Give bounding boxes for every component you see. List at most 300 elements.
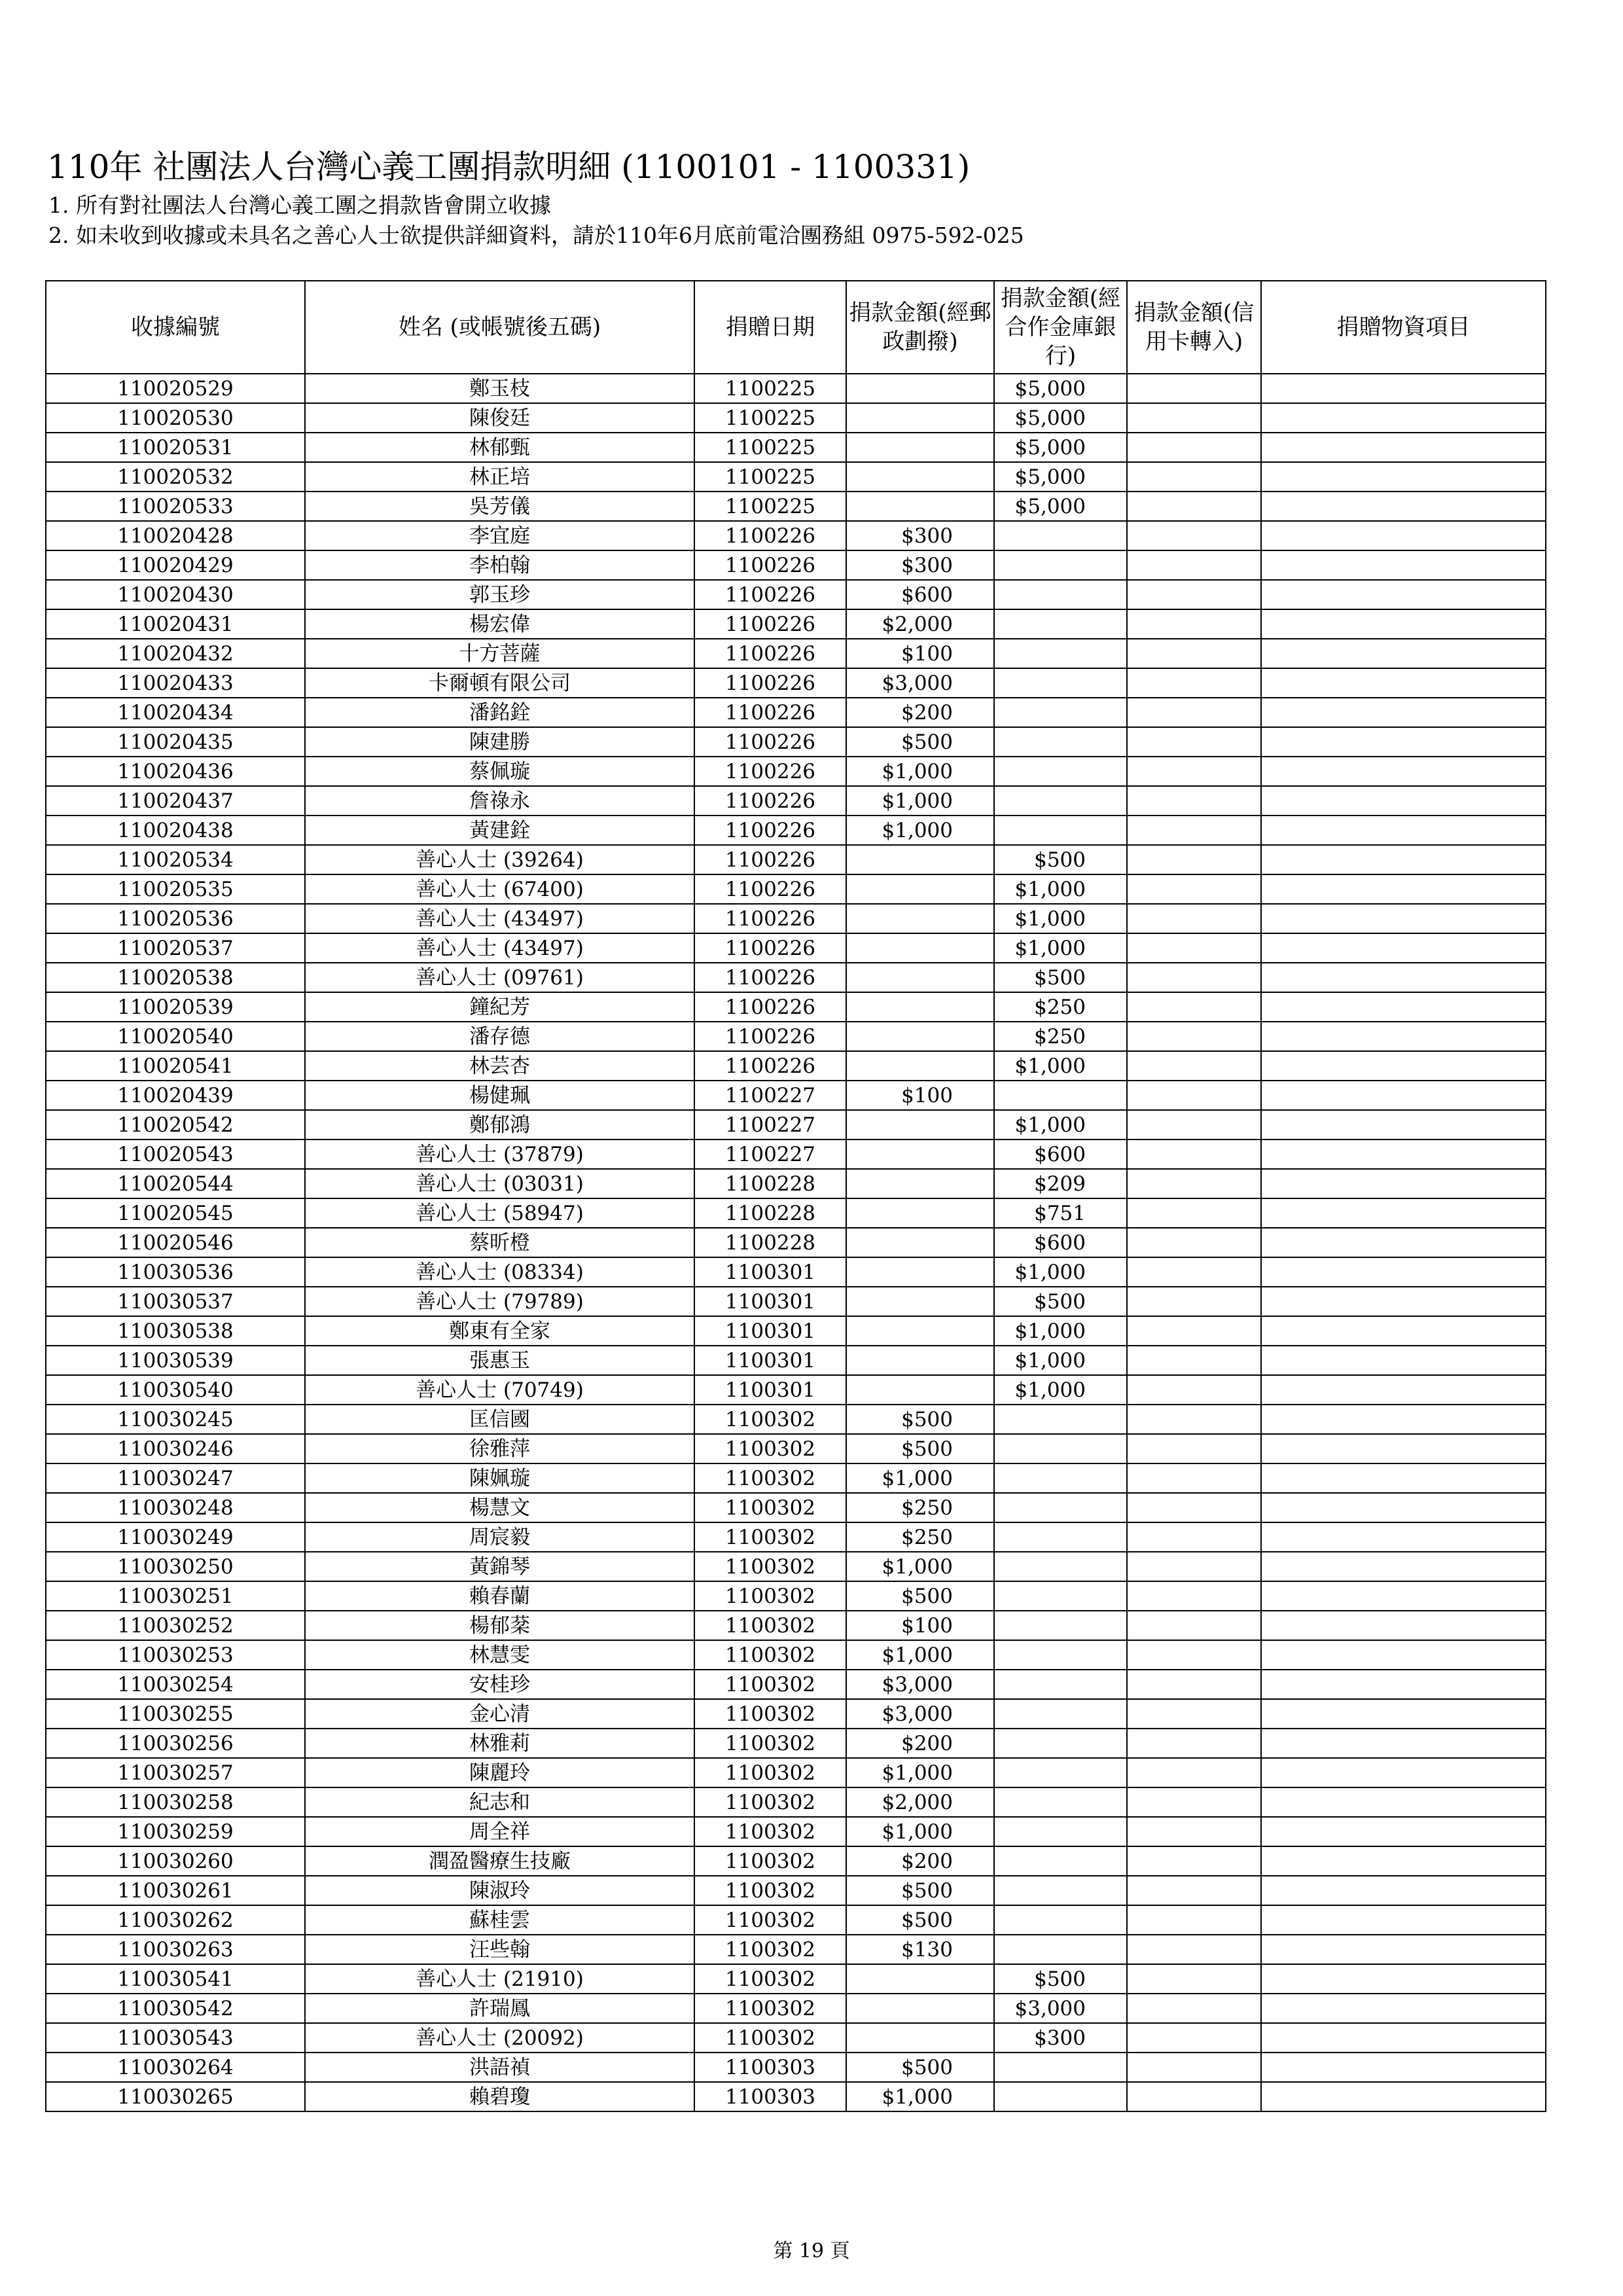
amount-bank-cell: $600: [994, 1228, 1127, 1257]
col-receipt-no: 收據編號: [46, 281, 305, 374]
amount-credit-card-cell: [1127, 1375, 1261, 1405]
amount-postal-cell: $500: [846, 1434, 994, 1463]
amount-credit-card-cell: [1127, 1110, 1261, 1139]
donor-name-cell: 善心人士 (08334): [305, 1257, 694, 1287]
page-title: 110年 社團法人台灣心義工團捐款明細 (1100101 - 1100331): [47, 148, 971, 186]
table-row: [46, 1729, 1546, 1758]
receipt-no-cell: 110020435: [46, 727, 305, 757]
amount-bank-cell: [994, 639, 1127, 668]
amount-bank-cell: [994, 727, 1127, 757]
donor-name-cell: 鄭郁鴻: [305, 1110, 694, 1139]
donated-goods-cell: [1261, 433, 1546, 462]
donated-goods-cell: [1261, 1876, 1546, 1905]
table-row: [46, 403, 1546, 433]
donated-goods-cell: [1261, 2082, 1546, 2111]
donated-goods-cell: [1261, 1228, 1546, 1257]
table-header-row: [46, 281, 1546, 374]
amount-bank-cell: [994, 2082, 1127, 2111]
table-row: [46, 874, 1546, 904]
note-receipts: 1. 所有對社團法人台灣心義工團之捐款皆會開立收據: [48, 192, 551, 218]
donor-name-cell: 善心人士 (09761): [305, 963, 694, 992]
amount-postal-cell: $500: [846, 2053, 994, 2082]
donated-goods-cell: [1261, 963, 1546, 992]
table-row: [46, 2082, 1546, 2111]
col-amount-credit-card: 捐款金額(信用卡轉入): [1127, 281, 1261, 374]
table-row: [46, 1346, 1546, 1375]
amount-credit-card-cell: [1127, 1051, 1261, 1081]
donation-date-cell: 1100226: [694, 904, 846, 933]
table-row: [46, 1198, 1546, 1228]
table-row: [46, 1257, 1546, 1287]
donor-name-cell: 蔡佩璇: [305, 757, 694, 786]
amount-postal-cell: [846, 403, 994, 433]
table-row: [46, 1139, 1546, 1169]
amount-credit-card-cell: [1127, 1287, 1261, 1316]
table-row: [46, 1817, 1546, 1846]
table-row: [46, 904, 1546, 933]
receipt-no-cell: 110030245: [46, 1405, 305, 1434]
receipt-no-cell: 110020544: [46, 1169, 305, 1198]
donation-date-cell: 1100303: [694, 2053, 846, 2082]
donor-name-cell: 郭玉珍: [305, 580, 694, 609]
amount-credit-card-cell: [1127, 874, 1261, 904]
donor-name-cell: 蔡昕橙: [305, 1228, 694, 1257]
table-row: [46, 963, 1546, 992]
donated-goods-cell: [1261, 1729, 1546, 1758]
receipt-no-cell: 110020438: [46, 816, 305, 845]
table-row: [46, 757, 1546, 786]
donation-date-cell: 1100302: [694, 1699, 846, 1729]
donor-name-cell: 十方菩薩: [305, 639, 694, 668]
receipt-no-cell: 110030536: [46, 1257, 305, 1287]
donated-goods-cell: [1261, 1081, 1546, 1110]
amount-postal-cell: $3,000: [846, 668, 994, 698]
donation-date-cell: 1100226: [694, 1022, 846, 1051]
amount-bank-cell: [994, 786, 1127, 816]
donation-date-cell: 1100302: [694, 1552, 846, 1581]
amount-postal-cell: [846, 992, 994, 1022]
donor-name-cell: 周宸毅: [305, 1522, 694, 1552]
amount-credit-card-cell: [1127, 1522, 1261, 1552]
amount-postal-cell: $200: [846, 1729, 994, 1758]
donated-goods-cell: [1261, 1611, 1546, 1640]
amount-credit-card-cell: [1127, 698, 1261, 727]
amount-postal-cell: $500: [846, 1905, 994, 1935]
amount-credit-card-cell: [1127, 1640, 1261, 1670]
amount-postal-cell: $1,000: [846, 2082, 994, 2111]
donated-goods-cell: [1261, 816, 1546, 845]
amount-credit-card-cell: [1127, 1699, 1261, 1729]
amount-postal-cell: [846, 433, 994, 462]
donation-date-cell: 1100227: [694, 1110, 846, 1139]
donation-date-cell: 1100226: [694, 550, 846, 580]
amount-bank-cell: $1,000: [994, 1257, 1127, 1287]
amount-bank-cell: $5,000: [994, 403, 1127, 433]
donor-name-cell: 李柏翰: [305, 550, 694, 580]
amount-postal-cell: $500: [846, 1876, 994, 1905]
receipt-no-cell: 110020428: [46, 521, 305, 550]
amount-credit-card-cell: [1127, 1611, 1261, 1640]
amount-credit-card-cell: [1127, 492, 1261, 521]
table-row: [46, 1964, 1546, 1994]
amount-bank-cell: $250: [994, 992, 1127, 1022]
donor-name-cell: 陳建勝: [305, 727, 694, 757]
table-row: [46, 433, 1546, 462]
table-row: [46, 1405, 1546, 1434]
receipt-no-cell: 110030249: [46, 1522, 305, 1552]
amount-postal-cell: [846, 874, 994, 904]
table-row: [46, 1581, 1546, 1611]
amount-postal-cell: [846, 2023, 994, 2053]
receipt-no-cell: 110020539: [46, 992, 305, 1022]
donated-goods-cell: [1261, 492, 1546, 521]
donor-name-cell: 潘銘銓: [305, 698, 694, 727]
donated-goods-cell: [1261, 1994, 1546, 2023]
page-number: 第 19 頁: [773, 2240, 850, 2263]
donation-date-cell: 1100302: [694, 1405, 846, 1434]
amount-postal-cell: $1,000: [846, 1817, 994, 1846]
receipt-no-cell: 110020434: [46, 698, 305, 727]
donor-name-cell: 鄭玉枝: [305, 374, 694, 403]
donation-date-cell: 1100302: [694, 1493, 846, 1522]
amount-credit-card-cell: [1127, 1758, 1261, 1787]
table-row: [46, 1640, 1546, 1670]
receipt-no-cell: 110020439: [46, 1081, 305, 1110]
amount-credit-card-cell: [1127, 1493, 1261, 1522]
receipt-no-cell: 110020536: [46, 904, 305, 933]
amount-postal-cell: [846, 492, 994, 521]
table-row: [46, 1699, 1546, 1729]
amount-bank-cell: [994, 1611, 1127, 1640]
amount-bank-cell: [994, 2053, 1127, 2082]
amount-bank-cell: $5,000: [994, 374, 1127, 403]
receipt-no-cell: 110030258: [46, 1787, 305, 1817]
donated-goods-cell: [1261, 1169, 1546, 1198]
donation-date-cell: 1100225: [694, 403, 846, 433]
amount-credit-card-cell: [1127, 2053, 1261, 2082]
table-row: [46, 1375, 1546, 1405]
donated-goods-cell: [1261, 1964, 1546, 1994]
donation-date-cell: 1100226: [694, 521, 846, 550]
donated-goods-cell: [1261, 1640, 1546, 1670]
table-row: [46, 1434, 1546, 1463]
table-row: [46, 1552, 1546, 1581]
amount-postal-cell: [846, 1994, 994, 2023]
amount-credit-card-cell: [1127, 727, 1261, 757]
amount-credit-card-cell: [1127, 1964, 1261, 1994]
amount-credit-card-cell: [1127, 1935, 1261, 1964]
amount-credit-card-cell: [1127, 904, 1261, 933]
amount-bank-cell: $5,000: [994, 433, 1127, 462]
amount-bank-cell: [994, 1081, 1127, 1110]
donor-name-cell: 金心清: [305, 1699, 694, 1729]
donor-name-cell: 善心人士 (21910): [305, 1964, 694, 1994]
table-row: [46, 521, 1546, 550]
donated-goods-cell: [1261, 933, 1546, 963]
receipt-no-cell: 110030255: [46, 1699, 305, 1729]
donation-date-cell: 1100226: [694, 727, 846, 757]
donor-name-cell: 詹祿永: [305, 786, 694, 816]
donor-name-cell: 張惠玉: [305, 1346, 694, 1375]
amount-credit-card-cell: [1127, 1670, 1261, 1699]
receipt-no-cell: 110020429: [46, 550, 305, 580]
donor-name-cell: 紀志和: [305, 1787, 694, 1817]
donor-name-cell: 善心人士 (67400): [305, 874, 694, 904]
receipt-no-cell: 110030253: [46, 1640, 305, 1670]
table-row: [46, 1316, 1546, 1346]
table-row: [46, 374, 1546, 403]
donated-goods-cell: [1261, 904, 1546, 933]
amount-postal-cell: [846, 1022, 994, 1051]
table-row: [46, 816, 1546, 845]
amount-bank-cell: $600: [994, 1139, 1127, 1169]
donor-name-cell: 黃錦琴: [305, 1552, 694, 1581]
donor-name-cell: 林正培: [305, 462, 694, 492]
table-row: [46, 1787, 1546, 1817]
receipt-no-cell: 110030264: [46, 2053, 305, 2082]
donation-date-cell: 1100301: [694, 1346, 846, 1375]
receipt-no-cell: 110030251: [46, 1581, 305, 1611]
amount-credit-card-cell: [1127, 1463, 1261, 1493]
donor-name-cell: 善心人士 (58947): [305, 1198, 694, 1228]
receipt-no-cell: 110030260: [46, 1846, 305, 1876]
donation-date-cell: 1100302: [694, 1905, 846, 1935]
amount-bank-cell: $1,000: [994, 933, 1127, 963]
receipt-no-cell: 110020433: [46, 668, 305, 698]
table-row: [46, 1463, 1546, 1493]
donor-name-cell: 善心人士 (03031): [305, 1169, 694, 1198]
amount-bank-cell: [994, 1640, 1127, 1670]
amount-bank-cell: $500: [994, 1287, 1127, 1316]
donation-date-cell: 1100226: [694, 757, 846, 786]
donated-goods-cell: [1261, 1316, 1546, 1346]
amount-bank-cell: [994, 609, 1127, 639]
donation-date-cell: 1100302: [694, 1758, 846, 1787]
donation-date-cell: 1100226: [694, 580, 846, 609]
amount-postal-cell: $3,000: [846, 1699, 994, 1729]
donated-goods-cell: [1261, 668, 1546, 698]
donated-goods-cell: [1261, 1699, 1546, 1729]
amount-bank-cell: [994, 1552, 1127, 1581]
amount-bank-cell: $1,000: [994, 1346, 1127, 1375]
receipt-no-cell: 110020534: [46, 845, 305, 874]
table-row: [46, 1228, 1546, 1257]
amount-postal-cell: $1,000: [846, 1463, 994, 1493]
amount-credit-card-cell: [1127, 933, 1261, 963]
donated-goods-cell: [1261, 639, 1546, 668]
amount-bank-cell: [994, 668, 1127, 698]
amount-postal-cell: $200: [846, 1846, 994, 1876]
donor-name-cell: 徐雅萍: [305, 1434, 694, 1463]
donor-name-cell: 楊慧文: [305, 1493, 694, 1522]
amount-postal-cell: [846, 1169, 994, 1198]
amount-bank-cell: $1,000: [994, 1051, 1127, 1081]
amount-postal-cell: [846, 845, 994, 874]
amount-postal-cell: $130: [846, 1935, 994, 1964]
donor-name-cell: 善心人士 (79789): [305, 1287, 694, 1316]
amount-postal-cell: $1,000: [846, 1758, 994, 1787]
donor-name-cell: 善心人士 (37879): [305, 1139, 694, 1169]
amount-postal-cell: $100: [846, 639, 994, 668]
amount-credit-card-cell: [1127, 992, 1261, 1022]
donation-table: [45, 280, 1546, 2112]
amount-credit-card-cell: [1127, 1905, 1261, 1935]
amount-postal-cell: [846, 1110, 994, 1139]
receipt-no-cell: 110020436: [46, 757, 305, 786]
receipt-no-cell: 110030259: [46, 1817, 305, 1846]
amount-bank-cell: [994, 1493, 1127, 1522]
table-row: [46, 1493, 1546, 1522]
amount-bank-cell: [994, 1846, 1127, 1876]
amount-bank-cell: $500: [994, 845, 1127, 874]
amount-bank-cell: $1,000: [994, 874, 1127, 904]
donor-name-cell: 陳淑玲: [305, 1876, 694, 1905]
amount-postal-cell: $1,000: [846, 757, 994, 786]
donor-name-cell: 楊健珮: [305, 1081, 694, 1110]
donated-goods-cell: [1261, 1787, 1546, 1817]
col-donated-goods: 捐贈物資項目: [1261, 281, 1546, 374]
amount-credit-card-cell: [1127, 1081, 1261, 1110]
table-row: [46, 698, 1546, 727]
donation-date-cell: 1100226: [694, 698, 846, 727]
note-contact: 2. 如未收到收據或未具名之善心人士欲提供詳細資料，請於110年6月底前電洽團務組 0975-592-025: [48, 223, 1024, 248]
amount-bank-cell: $500: [994, 1964, 1127, 1994]
amount-credit-card-cell: [1127, 963, 1261, 992]
donation-date-cell: 1100302: [694, 1817, 846, 1846]
donated-goods-cell: [1261, 1935, 1546, 1964]
amount-credit-card-cell: [1127, 1581, 1261, 1611]
donated-goods-cell: [1261, 609, 1546, 639]
amount-postal-cell: [846, 1287, 994, 1316]
table-row: [46, 727, 1546, 757]
donated-goods-cell: [1261, 1434, 1546, 1463]
donor-name-cell: 陳麗玲: [305, 1758, 694, 1787]
donated-goods-cell: [1261, 1139, 1546, 1169]
receipt-no-cell: 110020546: [46, 1228, 305, 1257]
amount-bank-cell: [994, 1876, 1127, 1905]
donation-date-cell: 1100302: [694, 1935, 846, 1964]
donated-goods-cell: [1261, 1552, 1546, 1581]
donated-goods-cell: [1261, 992, 1546, 1022]
receipt-no-cell: 110030261: [46, 1876, 305, 1905]
receipt-no-cell: 110030540: [46, 1375, 305, 1405]
amount-credit-card-cell: [1127, 1169, 1261, 1198]
donor-name-cell: 李宜庭: [305, 521, 694, 550]
amount-bank-cell: $300: [994, 2023, 1127, 2053]
receipt-no-cell: 110030543: [46, 2023, 305, 2053]
amount-postal-cell: [846, 933, 994, 963]
amount-bank-cell: [994, 757, 1127, 786]
amount-credit-card-cell: [1127, 1552, 1261, 1581]
donated-goods-cell: [1261, 1051, 1546, 1081]
amount-bank-cell: $500: [994, 963, 1127, 992]
donation-date-cell: 1100302: [694, 1846, 846, 1876]
amount-postal-cell: $1,000: [846, 786, 994, 816]
amount-bank-cell: [994, 1729, 1127, 1758]
donation-date-cell: 1100226: [694, 874, 846, 904]
table-row: [46, 845, 1546, 874]
donation-date-cell: 1100302: [694, 1463, 846, 1493]
donated-goods-cell: [1261, 1287, 1546, 1316]
receipt-no-cell: 110030254: [46, 1670, 305, 1699]
donation-date-cell: 1100302: [694, 1670, 846, 1699]
donated-goods-cell: [1261, 1581, 1546, 1611]
donor-name-cell: 鄭東有全家: [305, 1316, 694, 1346]
amount-credit-card-cell: [1127, 816, 1261, 845]
amount-postal-cell: [846, 904, 994, 933]
table-row: [46, 1846, 1546, 1876]
amount-credit-card-cell: [1127, 845, 1261, 874]
col-donation-date: 捐贈日期: [694, 281, 846, 374]
table-row: [46, 1758, 1546, 1787]
amount-credit-card-cell: [1127, 1257, 1261, 1287]
donor-name-cell: 善心人士 (43497): [305, 904, 694, 933]
donation-date-cell: 1100228: [694, 1228, 846, 1257]
amount-postal-cell: $2,000: [846, 609, 994, 639]
table-body: [46, 374, 1546, 2111]
amount-bank-cell: [994, 1463, 1127, 1493]
receipt-no-cell: 110020437: [46, 786, 305, 816]
receipt-no-cell: 110030542: [46, 1994, 305, 2023]
receipt-no-cell: 110030538: [46, 1316, 305, 1346]
amount-bank-cell: $751: [994, 1198, 1127, 1228]
amount-credit-card-cell: [1127, 550, 1261, 580]
donation-date-cell: 1100226: [694, 816, 846, 845]
donor-name-cell: 善心人士 (20092): [305, 2023, 694, 2053]
amount-bank-cell: [994, 1787, 1127, 1817]
amount-bank-cell: $3,000: [994, 1994, 1127, 2023]
receipt-no-cell: 110030265: [46, 2082, 305, 2111]
amount-credit-card-cell: [1127, 1198, 1261, 1228]
donor-name-cell: 安桂珍: [305, 1670, 694, 1699]
receipt-no-cell: 110020431: [46, 609, 305, 639]
amount-credit-card-cell: [1127, 1228, 1261, 1257]
donated-goods-cell: [1261, 874, 1546, 904]
donor-name-cell: 蘇桂雲: [305, 1905, 694, 1935]
donated-goods-cell: [1261, 580, 1546, 609]
donation-date-cell: 1100302: [694, 1994, 846, 2023]
amount-credit-card-cell: [1127, 2023, 1261, 2053]
amount-postal-cell: $2,000: [846, 1787, 994, 1817]
receipt-no-cell: 110020542: [46, 1110, 305, 1139]
donated-goods-cell: [1261, 1493, 1546, 1522]
table-row: [46, 2023, 1546, 2053]
donation-date-cell: 1100302: [694, 1640, 846, 1670]
amount-postal-cell: [846, 1346, 994, 1375]
amount-credit-card-cell: [1127, 1346, 1261, 1375]
amount-credit-card-cell: [1127, 668, 1261, 698]
receipt-no-cell: 110020532: [46, 462, 305, 492]
donation-date-cell: 1100225: [694, 462, 846, 492]
donation-date-cell: 1100226: [694, 845, 846, 874]
donation-date-cell: 1100301: [694, 1316, 846, 1346]
donor-name-cell: 吳芳儀: [305, 492, 694, 521]
amount-bank-cell: [994, 1758, 1127, 1787]
table-row: [46, 1051, 1546, 1081]
donor-name-cell: 善心人士 (43497): [305, 933, 694, 963]
amount-bank-cell: [994, 1699, 1127, 1729]
table-row: [46, 1670, 1546, 1699]
amount-bank-cell: [994, 550, 1127, 580]
amount-bank-cell: [994, 1905, 1127, 1935]
donor-name-cell: 許瑞鳳: [305, 1994, 694, 2023]
table-row: [46, 668, 1546, 698]
donation-date-cell: 1100227: [694, 1139, 846, 1169]
receipt-no-cell: 110030541: [46, 1964, 305, 1994]
amount-postal-cell: $250: [846, 1493, 994, 1522]
amount-bank-cell: $5,000: [994, 462, 1127, 492]
receipt-no-cell: 110030257: [46, 1758, 305, 1787]
